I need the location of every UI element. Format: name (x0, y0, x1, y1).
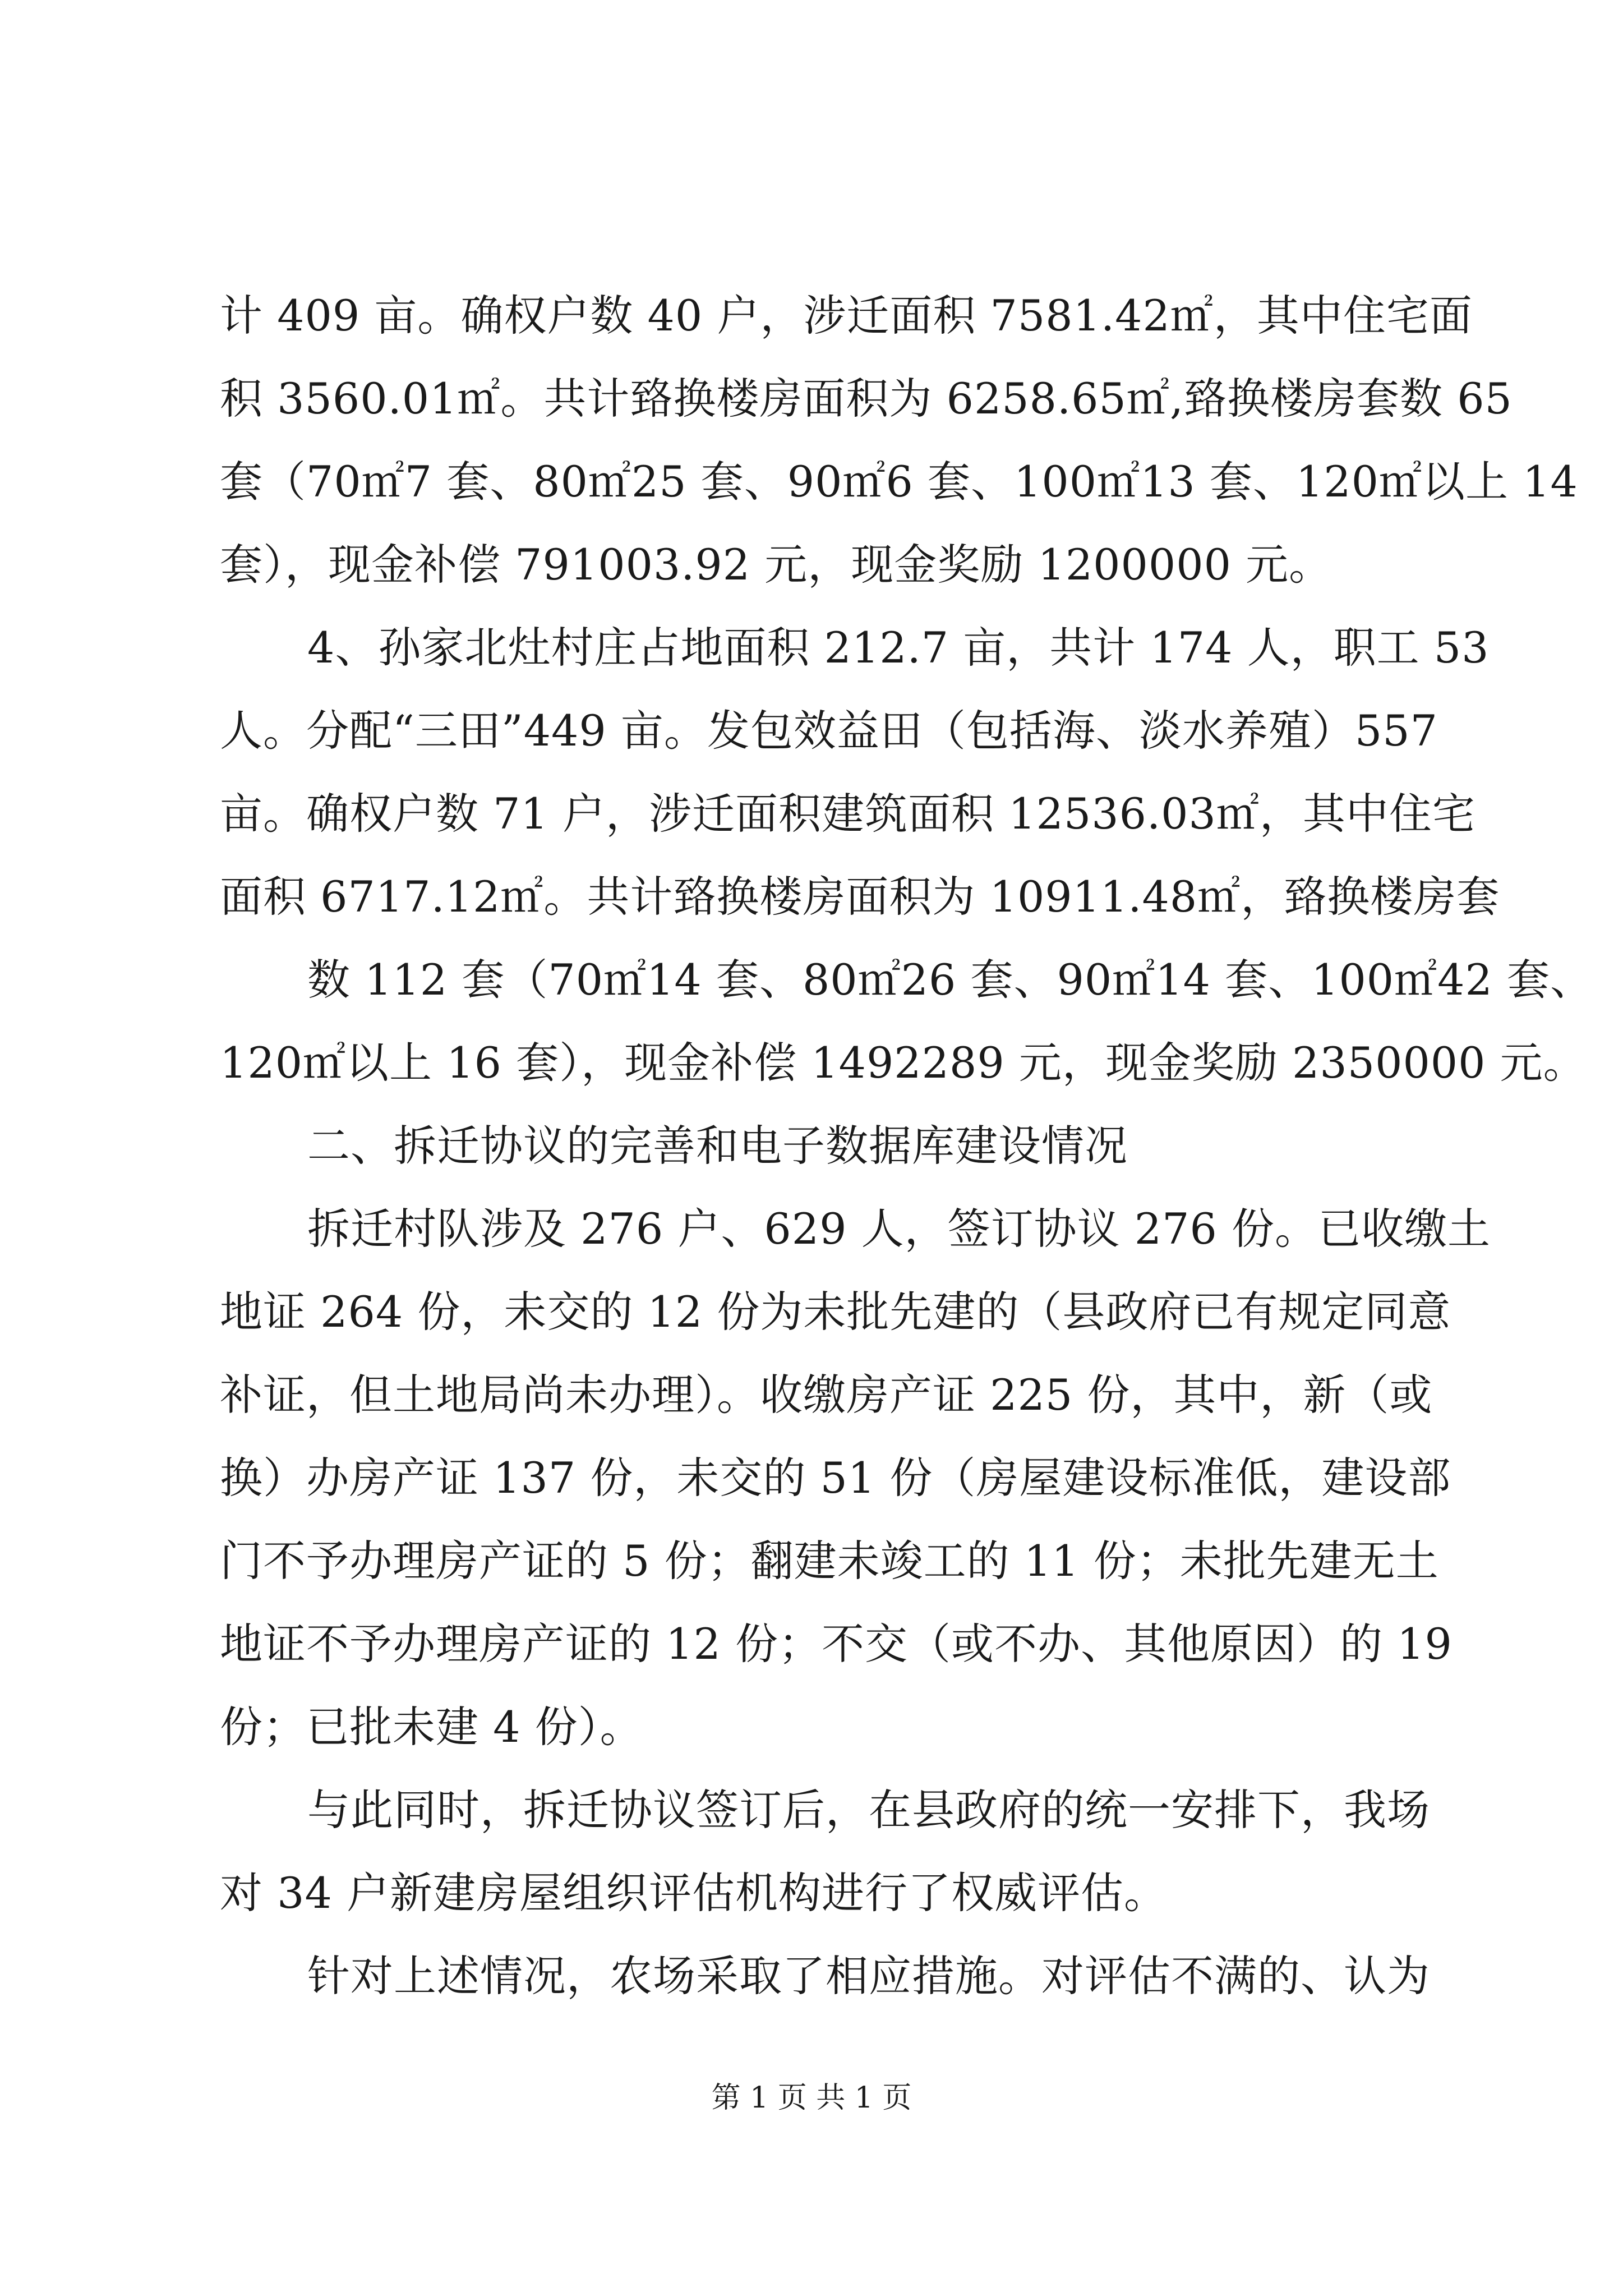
text-line-2: 积 3560.01㎡。共计臵换楼房面积为 6258.65㎡,臵换楼房套数 65 (220, 374, 1513, 424)
text-line-1: 计 409 亩。确权户数 40 户，涉迁面积 7581.42㎡，其中住宅面 (220, 291, 1473, 341)
text-line-16: 门不予办理房产证的 5 份；翻建未竣工的 11 份；未批先建无土 (220, 1536, 1439, 1586)
text-line-6: 人。分配“三田”449 亩。发包效益田（包括海、淡水养殖）557 (220, 706, 1438, 756)
text-line-20: 对 34 户新建房屋组织评估机构进行了权威评估。 (220, 1868, 1168, 1918)
text-line-9: 数 112 套（70㎡14 套、80㎡26 套、90㎡14 套、100㎡42 套、 (307, 955, 1594, 1005)
text-line-14: 补证，但土地局尚未办理）。收缴房产证 225 份，其中，新（或 (220, 1370, 1433, 1420)
text-line-7: 亩。确权户数 71 户，涉迁面积建筑面积 12536.03㎡，其中住宅 (220, 789, 1476, 839)
section-heading: 二、拆迁协议的完善和电子数据库建设情况 (307, 1121, 1128, 1171)
text-line-3: 套（70㎡7 套、80㎡25 套、90㎡6 套、100㎡13 套、120㎡以上 14 (220, 457, 1578, 507)
text-line-13: 地证 264 份，未交的 12 份为未批先建的（县政府已有规定同意 (220, 1287, 1451, 1337)
text-line-15: 换）办房产证 137 份，未交的 51 份（房屋建设标准低，建设部 (220, 1453, 1451, 1503)
text-line-10: 120㎡以上 16 套），现金补偿 1492289 元，现金奖励 2350000 元。 (220, 1038, 1587, 1088)
page-footer: 第 1 页 共 1 页 (711, 2081, 912, 2115)
text-line-19: 与此同时，拆迁协议签订后，在县政府的统一安排下，我场 (307, 1785, 1430, 1835)
text-line-17: 地证不予办理房产证的 12 份；不交（或不办、其他原因）的 19 (220, 1619, 1453, 1669)
text-line-5: 4、孙家北灶村庄占地面积 212.7 亩，共计 174 人，职工 53 (307, 623, 1490, 673)
text-line-12: 拆迁村队涉及 276 户、629 人，签订协议 276 份。已收缴土 (307, 1204, 1491, 1254)
text-line-18: 份；已批未建 4 份）。 (220, 1702, 643, 1752)
text-line-4: 套），现金补偿 791003.92 元，现金奖励 1200000 元。 (220, 540, 1332, 590)
text-line-8: 面积 6717.12㎡。共计臵换楼房面积为 10911.48㎡，臵换楼房套 (220, 872, 1500, 922)
text-line-21: 针对上述情况，农场采取了相应措施。对评估不满的、认为 (307, 1951, 1430, 2001)
